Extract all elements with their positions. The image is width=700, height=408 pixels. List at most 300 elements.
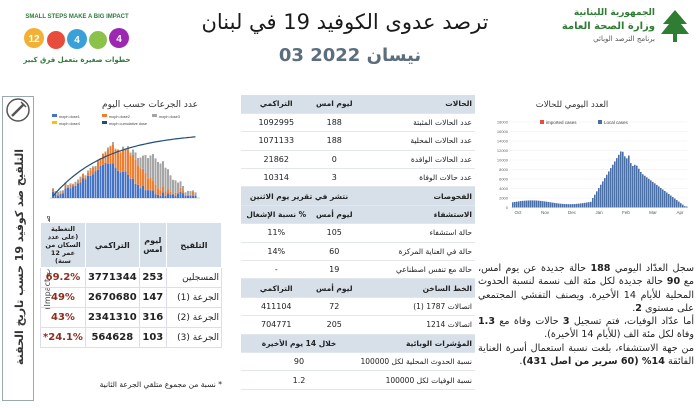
vax-yesterday-value: 103 bbox=[139, 328, 166, 348]
vax-bar bbox=[135, 152, 137, 160]
daily-bar bbox=[568, 204, 570, 207]
daily-bar bbox=[648, 179, 650, 208]
vax-bar bbox=[165, 191, 167, 196]
daily-bar bbox=[626, 158, 628, 207]
daily-bar bbox=[538, 201, 540, 208]
daily-bar bbox=[566, 204, 568, 207]
y-tick-label: 6000 bbox=[499, 176, 508, 182]
vax-bar bbox=[87, 171, 89, 173]
daily-bar bbox=[622, 152, 624, 208]
daily-bar bbox=[550, 202, 552, 207]
vax-bar bbox=[90, 168, 92, 170]
daily-bar bbox=[672, 197, 674, 207]
legend-label: moph dose1 bbox=[59, 115, 80, 119]
vax-bar bbox=[70, 183, 72, 184]
vax-bar bbox=[157, 188, 159, 195]
daily-bar bbox=[518, 201, 520, 207]
stats-col-header: التراكمي bbox=[241, 95, 312, 113]
x-tick-label: Dec bbox=[567, 210, 577, 215]
vaccination-note: * نسبة من مجموع متلقي الجرعة الثانية bbox=[99, 380, 222, 389]
daily-bar bbox=[554, 203, 556, 208]
stats-row-label: عدد حالات الوفاة bbox=[357, 169, 475, 187]
legend-label: moph dose2 bbox=[109, 115, 130, 119]
vax-row-label: الجرعة (1) bbox=[166, 288, 221, 308]
vax-bar bbox=[187, 196, 189, 198]
legend-label: moph dose3 bbox=[159, 115, 180, 119]
vax-bar bbox=[137, 165, 139, 184]
vax-bar bbox=[160, 163, 162, 190]
y-tick-label: 10000 bbox=[496, 157, 508, 163]
vax-bar bbox=[72, 184, 74, 185]
daily-bar bbox=[664, 191, 666, 208]
vax-bar bbox=[70, 184, 72, 188]
daily-bar bbox=[570, 204, 572, 207]
vax-bar bbox=[90, 170, 92, 176]
vax-bar bbox=[152, 180, 154, 190]
vax-bar bbox=[170, 194, 172, 198]
vax-bar bbox=[145, 190, 147, 198]
vax-bar bbox=[60, 191, 62, 193]
daily-bar bbox=[556, 203, 558, 207]
daily-bar bbox=[524, 201, 526, 208]
daily-bar bbox=[668, 194, 670, 207]
daily-bar bbox=[520, 201, 522, 207]
daily-bar bbox=[592, 198, 594, 208]
tests-header-row bbox=[241, 187, 475, 205]
vax-bar bbox=[185, 196, 187, 198]
vax-bar bbox=[122, 147, 124, 150]
stats-yesterday-value: 188 bbox=[312, 132, 357, 150]
vax-bar bbox=[120, 172, 122, 198]
vax-bar bbox=[140, 168, 142, 188]
vax-bar bbox=[160, 196, 162, 198]
vax-bar bbox=[122, 149, 124, 172]
daily-bar bbox=[534, 200, 536, 207]
vax-row-label: الجرعة (3) bbox=[166, 328, 221, 348]
vax-bar bbox=[180, 192, 182, 198]
vax-bar bbox=[137, 185, 139, 198]
daily-bar bbox=[528, 200, 530, 207]
vax-bar bbox=[107, 148, 109, 150]
y-tick-label: 8000 bbox=[499, 167, 508, 172]
vax-table-row bbox=[41, 288, 222, 308]
vax-bar bbox=[125, 149, 127, 171]
vax-bar bbox=[95, 171, 97, 198]
legend-swatch bbox=[102, 121, 107, 124]
stats-cumulative-value: 10314 bbox=[241, 169, 312, 187]
vax-table-row bbox=[41, 268, 222, 288]
daily-bar bbox=[644, 176, 646, 208]
legend-label: moph cumulative dose bbox=[109, 122, 147, 126]
vax-bar bbox=[95, 166, 97, 167]
vax-bar bbox=[167, 193, 169, 198]
vax-bar bbox=[150, 178, 152, 191]
vax-bar bbox=[85, 177, 87, 179]
vax-bar bbox=[142, 156, 144, 169]
y-tick-label: 18000 bbox=[496, 119, 508, 125]
vax-coverage-value: 49% bbox=[41, 288, 86, 308]
vax-bar bbox=[105, 163, 107, 198]
vax-bar bbox=[145, 155, 147, 173]
stats-yesterday-value: 105 bbox=[312, 224, 357, 242]
vax-bar bbox=[157, 162, 159, 189]
daily-bar bbox=[656, 185, 658, 208]
vax-bar bbox=[132, 150, 134, 155]
daily-bar bbox=[526, 201, 528, 208]
vax-bar bbox=[175, 193, 177, 196]
vax-bar bbox=[122, 172, 124, 198]
daily-bar bbox=[628, 156, 630, 208]
vax-bar bbox=[167, 169, 169, 189]
stats-row-label: حالة في العناية المركزة bbox=[357, 242, 475, 260]
vax-bar bbox=[192, 192, 194, 196]
report-date: 03 نيسان 2022 bbox=[278, 45, 422, 66]
vax-bar bbox=[182, 193, 184, 198]
daily-bar bbox=[676, 200, 678, 207]
vax-bar bbox=[182, 190, 184, 193]
vax-bar bbox=[85, 180, 87, 198]
daily-bar bbox=[606, 175, 608, 208]
daily-bar bbox=[684, 206, 686, 207]
vax-bar bbox=[82, 178, 84, 198]
hotline-header-row bbox=[241, 279, 475, 297]
vax-bar bbox=[182, 186, 184, 190]
legend-label: imported cases bbox=[546, 120, 577, 125]
vax-row-label: المسجلين bbox=[166, 268, 221, 288]
vax-bar bbox=[107, 164, 109, 198]
campaign-slogan-ar: خطوات صغيرة بتعمل فرق كبير bbox=[23, 56, 131, 64]
campaign-logo bbox=[12, 8, 142, 70]
vax-bar bbox=[135, 184, 137, 198]
syringe-icon bbox=[5, 98, 31, 122]
vax-bar bbox=[110, 163, 112, 198]
hosp-row bbox=[241, 261, 475, 279]
daily-bar bbox=[596, 191, 598, 207]
legend-swatch bbox=[52, 114, 57, 117]
vax-bar bbox=[72, 186, 74, 198]
indicator-value: 1.2 bbox=[241, 371, 357, 389]
summary-paragraph-cases: سجل العدّاد اليومي 188 حالة جديدة عن يوم امس، مع 90 حالة جديدة لكل مئة الف نسمة لنسبة الحدوث المحلية للأيام 14 الأخيرة. ويصنف التفشي المجتمعي على مستوى 2. bbox=[478, 263, 695, 314]
vax-bar bbox=[77, 182, 79, 183]
vax-table-row bbox=[41, 308, 222, 328]
daily-bar bbox=[594, 195, 596, 208]
daily-bar bbox=[630, 163, 632, 207]
cedar-icon bbox=[659, 8, 691, 44]
stats-yesterday-value: 60 bbox=[312, 242, 357, 260]
vax-bar bbox=[72, 184, 74, 186]
vax-bar bbox=[152, 190, 154, 198]
vax-coverage-value: 24.1%* bbox=[41, 328, 86, 348]
side-panel-title: التلقيح ضد كوفيد 19 حسب تاريخ الحقنة bbox=[13, 148, 26, 366]
daily-bar bbox=[598, 188, 600, 207]
vax-bar bbox=[105, 152, 107, 153]
stats-section-title: المؤشرات الوبائية bbox=[357, 334, 475, 352]
vax-bar bbox=[162, 186, 164, 192]
ministry-line-2: وزارة الصحة العامة bbox=[561, 21, 655, 32]
vax-bar bbox=[75, 186, 77, 198]
vax-yesterday-value: 316 bbox=[139, 308, 166, 328]
daily-bar bbox=[522, 201, 524, 208]
tests-note: نتشر في تقرير يوم الاثنين bbox=[241, 187, 357, 205]
x-tick-label: Oct bbox=[514, 210, 522, 215]
vax-yesterday-value: 253 bbox=[139, 268, 166, 288]
daily-bar bbox=[572, 204, 574, 207]
vax-bar bbox=[195, 196, 197, 198]
daily-bar bbox=[640, 172, 642, 208]
vax-bar bbox=[92, 168, 94, 174]
hosp-row bbox=[241, 242, 475, 260]
daily-bar bbox=[678, 202, 680, 208]
vax-bar bbox=[145, 173, 147, 190]
vax-bar bbox=[170, 175, 172, 191]
daily-bar bbox=[578, 204, 580, 208]
stats-section-title: الحالات bbox=[357, 95, 475, 113]
summary-paragraph-hospital: من جهة الاستشفاء، بلغت نسبة استعمال أسرة العناية الفائقة 14% (60 سرير من اصل 431). bbox=[478, 342, 694, 368]
daily-bar bbox=[542, 201, 544, 207]
vax-bar bbox=[140, 188, 142, 198]
daily-bar bbox=[512, 202, 514, 207]
page-title: ترصد عدوى الكوفيد 19 في لبنان bbox=[201, 10, 489, 34]
vax-col-header: ليوم امس bbox=[139, 223, 166, 268]
daily-bar bbox=[586, 202, 588, 207]
daily-bar bbox=[638, 169, 640, 208]
daily-chart-title: العدد اليومي للحالات bbox=[535, 100, 609, 110]
legend-label: Local cases bbox=[604, 120, 628, 125]
vax-bar bbox=[137, 158, 139, 165]
stats-row-label: نسبة الحدوث المحلية لكل 100000 bbox=[357, 352, 475, 370]
daily-bar bbox=[536, 201, 538, 208]
stats-yesterday-value: 188 bbox=[312, 113, 357, 131]
stats-row-label: نسبة الوفيات لكل 100000 bbox=[357, 371, 475, 389]
vax-bar bbox=[192, 190, 194, 192]
cases-header-row bbox=[241, 95, 475, 113]
vax-bar bbox=[165, 168, 167, 192]
vax-bar bbox=[117, 150, 119, 171]
vax-bar bbox=[82, 174, 84, 175]
daily-bar bbox=[582, 203, 584, 207]
stats-occupancy-value: - bbox=[241, 261, 312, 279]
vax-bar bbox=[127, 175, 129, 198]
vax-bar bbox=[92, 174, 94, 198]
vax-bar bbox=[87, 173, 89, 176]
cases-row bbox=[241, 150, 475, 168]
vax-bar bbox=[87, 176, 89, 198]
daily-bar bbox=[540, 201, 542, 208]
stats-section-title: الاستشفاء bbox=[357, 205, 475, 223]
stats-col-header: ليوم أمس bbox=[312, 279, 357, 297]
vax-bar bbox=[117, 149, 119, 150]
vax-bar bbox=[140, 158, 142, 169]
vax-bar bbox=[67, 188, 69, 198]
stats-section-title: الفحوصات bbox=[357, 187, 475, 205]
vax-bar bbox=[155, 184, 157, 194]
stats-yesterday-value: 3 bbox=[312, 169, 357, 187]
stats-cumulative-value: 1071133 bbox=[241, 132, 312, 150]
stats-yesterday-value: 205 bbox=[312, 316, 357, 334]
stats-table bbox=[241, 95, 475, 390]
vax-bar bbox=[97, 170, 99, 198]
daily-bar bbox=[614, 161, 616, 207]
daily-bar bbox=[558, 203, 560, 207]
vax-bar bbox=[185, 192, 187, 194]
vax-bar bbox=[65, 184, 67, 188]
vax-bar bbox=[125, 172, 127, 198]
legend-swatch bbox=[152, 114, 157, 117]
vax-bar bbox=[177, 183, 179, 193]
daily-bar bbox=[618, 155, 620, 208]
vax-bar bbox=[85, 175, 87, 177]
vax-bar bbox=[80, 178, 82, 182]
daily-bar bbox=[660, 188, 662, 208]
vax-bar bbox=[132, 179, 134, 198]
vax-bar bbox=[165, 196, 167, 198]
daily-bar bbox=[576, 204, 578, 208]
vax-bar bbox=[102, 154, 104, 155]
vaccination-chart-title: عدد الجرعات حسب اليوم bbox=[102, 100, 198, 110]
cases-row bbox=[241, 132, 475, 150]
vax-bar bbox=[150, 191, 152, 198]
vax-col-header: التلقيح bbox=[166, 223, 221, 268]
stats-col-header: التراكمي bbox=[241, 279, 312, 297]
vax-bar bbox=[65, 188, 67, 198]
hosp-header-row bbox=[241, 205, 475, 223]
vax-bar bbox=[120, 152, 122, 153]
vax-bar bbox=[150, 155, 152, 177]
vax-bar bbox=[152, 154, 154, 180]
vax-bar bbox=[77, 183, 79, 198]
vax-cumulative-value: 564628 bbox=[85, 328, 139, 348]
daily-bar bbox=[544, 201, 546, 207]
vaccination-table bbox=[40, 222, 222, 348]
legend-swatch bbox=[102, 114, 107, 117]
stats-col-header: ليوم امس bbox=[312, 95, 357, 113]
vax-table-row bbox=[41, 328, 222, 348]
daily-bar bbox=[636, 166, 638, 208]
y-tick-label: 14000 bbox=[496, 138, 508, 144]
vax-bar bbox=[162, 161, 164, 186]
vax-bar bbox=[172, 180, 174, 194]
vax-bar bbox=[115, 149, 117, 150]
vaccination-chart bbox=[40, 96, 220, 216]
vax-bar bbox=[195, 192, 197, 195]
vax-cumulative-value: 2341310 bbox=[85, 308, 139, 328]
vax-bar bbox=[92, 166, 94, 168]
vax-bar bbox=[142, 169, 144, 186]
vax-bar bbox=[112, 142, 114, 144]
vax-bar bbox=[82, 174, 84, 178]
daily-bar bbox=[632, 166, 634, 208]
vax-bar bbox=[102, 154, 104, 165]
hosp-row bbox=[241, 224, 475, 242]
vax-bar bbox=[70, 188, 72, 198]
vax-bar bbox=[115, 168, 117, 198]
vax-bar bbox=[112, 164, 114, 198]
vax-col-header: التغطية (على عدد السكان من عمر 12 سنة) bbox=[41, 223, 86, 268]
x-tick-label: Mar bbox=[649, 210, 657, 215]
daily-bar bbox=[548, 202, 550, 207]
vax-bar bbox=[117, 171, 119, 198]
vax-bar bbox=[52, 188, 54, 189]
daily-bar bbox=[610, 168, 612, 207]
stats-cumulative-value: 21862 bbox=[241, 150, 312, 168]
stats-occupancy-value: 11% bbox=[241, 224, 312, 242]
vax-bar bbox=[177, 194, 179, 198]
stats-col-header: % نسبة الإشغال bbox=[241, 205, 312, 223]
daily-bar bbox=[574, 204, 576, 208]
svg-text:4: 4 bbox=[74, 35, 80, 46]
vax-bar bbox=[57, 192, 59, 194]
y-tick-label: 12000 bbox=[496, 148, 508, 153]
daily-bar bbox=[580, 203, 582, 207]
vax-bar bbox=[147, 178, 149, 190]
vax-bar bbox=[80, 182, 82, 198]
vax-cumulative-value: 3771344 bbox=[85, 268, 139, 288]
stats-cumulative-value: 1092995 bbox=[241, 113, 312, 131]
vax-bar bbox=[160, 190, 162, 196]
vax-bar bbox=[185, 195, 187, 196]
daily-bar bbox=[682, 205, 684, 208]
vax-bar bbox=[107, 149, 109, 163]
vax-bar bbox=[180, 181, 182, 188]
vax-bar bbox=[127, 149, 129, 175]
vax-bar bbox=[100, 166, 102, 198]
indicator-row bbox=[241, 371, 475, 389]
indicators-note: خلال 14 يوم الأخيرة bbox=[241, 334, 357, 352]
y-tick-label: 0 bbox=[505, 205, 508, 210]
stats-col-header: ليوم أمس bbox=[312, 205, 357, 223]
indicator-value: 90 bbox=[241, 352, 357, 370]
vax-bar bbox=[192, 196, 194, 198]
vax-bar bbox=[132, 155, 134, 179]
daily-bar bbox=[532, 200, 534, 207]
campaign-slogan-en: SMALL STEPS MAKE A BIG IMPACT bbox=[25, 14, 129, 20]
vax-bar bbox=[155, 158, 157, 184]
vax-row-label: الجرعة (2) bbox=[166, 308, 221, 328]
stats-occupancy-value: 14% bbox=[241, 242, 312, 260]
daily-bar bbox=[642, 174, 644, 207]
vax-bar bbox=[142, 186, 144, 198]
vax-bar bbox=[190, 196, 192, 198]
stats-yesterday-value: 72 bbox=[312, 297, 357, 315]
daily-bar bbox=[516, 202, 518, 208]
vax-bar bbox=[170, 192, 172, 194]
daily-bar bbox=[604, 178, 606, 207]
stats-row-label: عدد الحالات المحلية bbox=[357, 132, 475, 150]
daily-bar bbox=[514, 202, 516, 208]
indicator-row bbox=[241, 352, 475, 370]
daily-bar bbox=[600, 185, 602, 208]
vax-bar bbox=[130, 155, 132, 179]
legend-swatch bbox=[540, 120, 544, 124]
vax-bar bbox=[60, 194, 62, 198]
vax-bar bbox=[60, 192, 62, 194]
daily-bar bbox=[612, 165, 614, 208]
daily-bar bbox=[562, 204, 564, 208]
stats-row-label: اتصالات 1787 (1) bbox=[357, 297, 475, 315]
y-tick-label: 16000 bbox=[496, 129, 508, 134]
vax-bar bbox=[62, 194, 64, 198]
vax-bar bbox=[155, 194, 157, 198]
vax-col-header: التراكمي bbox=[85, 223, 139, 268]
vax-bar bbox=[97, 161, 99, 170]
daily-bar bbox=[666, 192, 668, 207]
x-tick-label: Feb bbox=[622, 210, 630, 215]
vax-bar bbox=[75, 182, 77, 185]
daily-bar bbox=[680, 203, 682, 207]
vax-bar bbox=[120, 152, 122, 172]
stats-cumulative-value: 411104 bbox=[241, 297, 312, 315]
x-tick-label: Nov bbox=[540, 210, 550, 215]
